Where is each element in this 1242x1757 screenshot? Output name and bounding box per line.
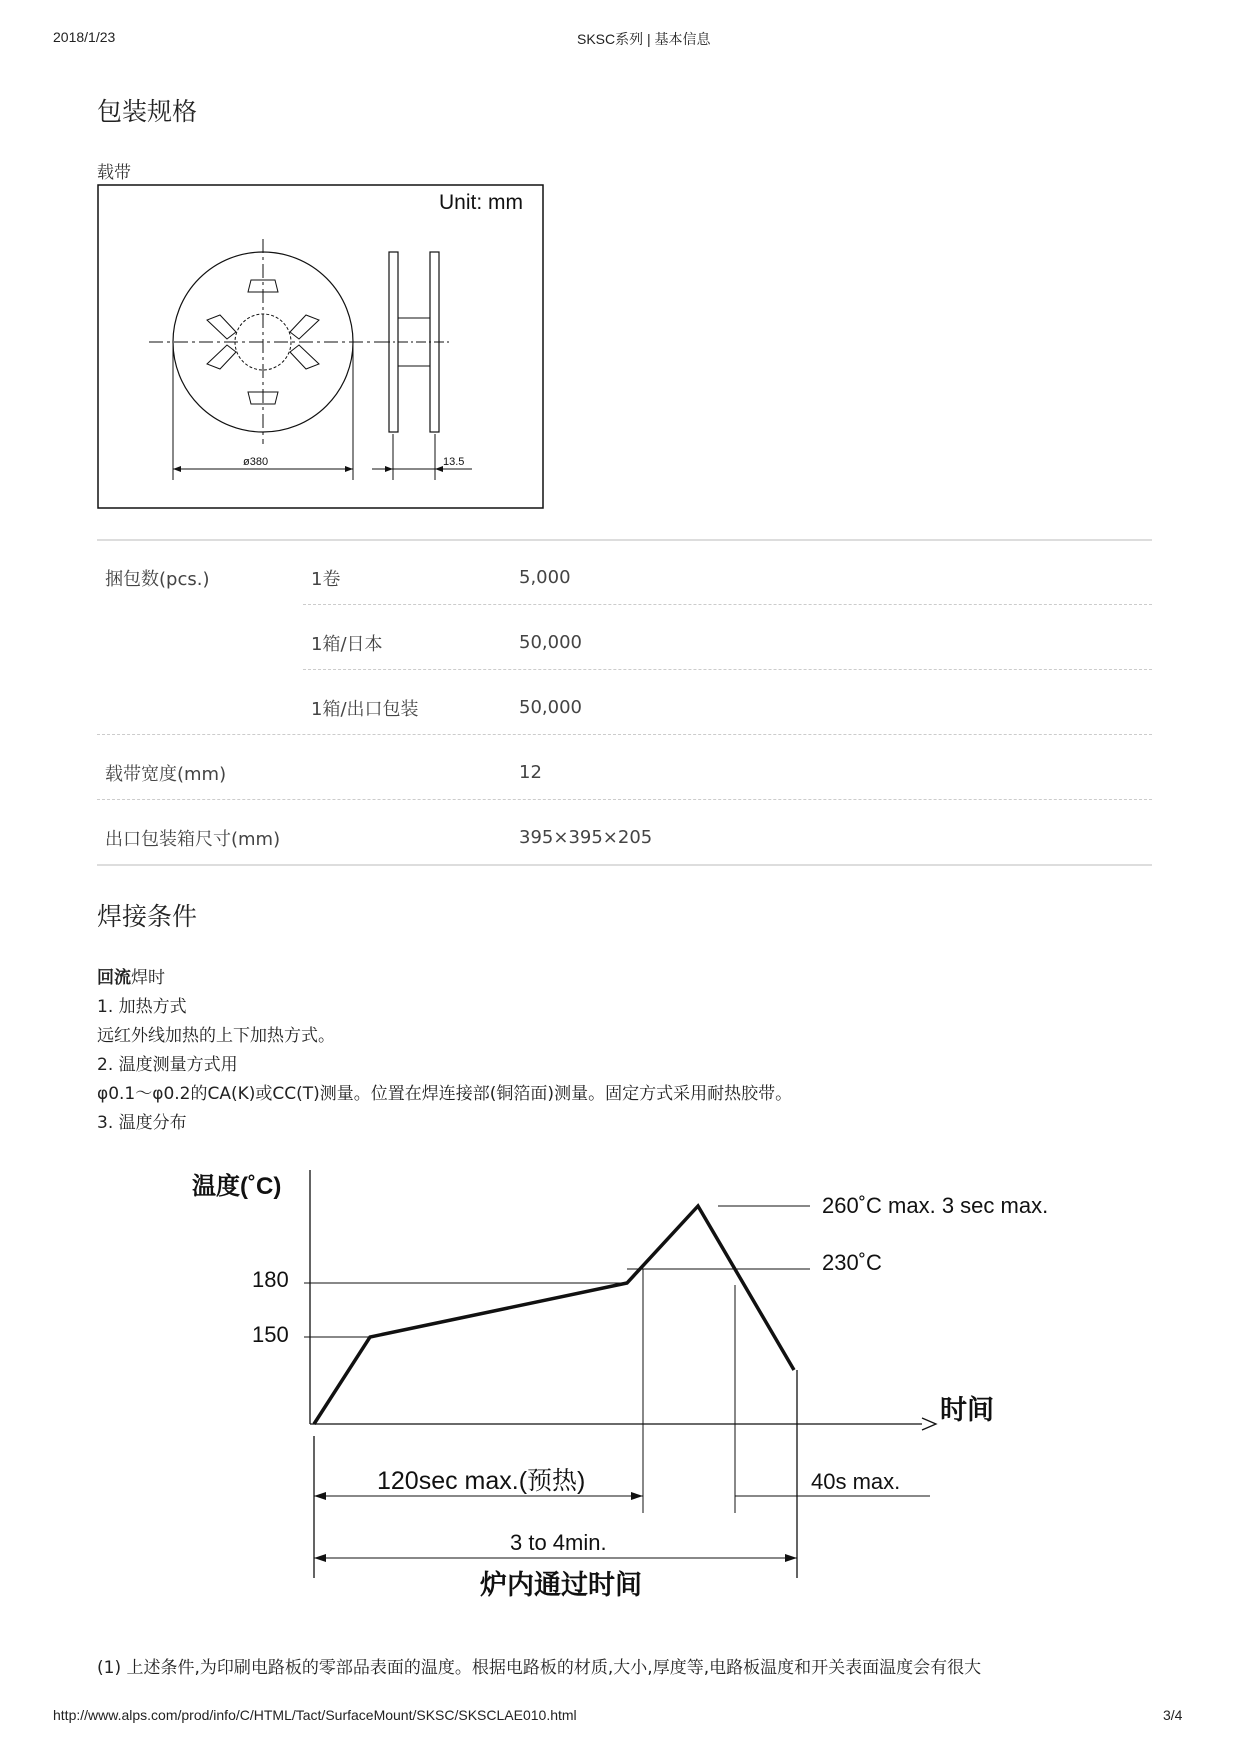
measurement-text: φ0.1～φ0.2的CA(K)或CC(T)测量。位置在焊连接部(铜箔面)测量。固定方式采用耐热胶带。 bbox=[97, 1084, 793, 1104]
row-divider bbox=[97, 734, 1152, 735]
bundle-value: 50,000 bbox=[519, 697, 582, 718]
measurement-title: 2. 温度测量方式用 bbox=[97, 1055, 238, 1075]
total-time-label: 3 to 4min. bbox=[510, 1530, 607, 1555]
furnace-time-label: 炉内通过时间 bbox=[480, 1570, 642, 1600]
table-row bbox=[97, 740, 1152, 805]
x-axis-label: 时间 bbox=[940, 1395, 994, 1425]
soldering-heading: 焊接条件 bbox=[97, 902, 198, 931]
bundle-unit: 1箱/日本 bbox=[311, 633, 383, 655]
row-divider bbox=[303, 604, 1152, 605]
table-bottom-rule bbox=[97, 864, 1152, 866]
carrier-label: 载带 bbox=[97, 163, 131, 183]
diameter-label: ø380 bbox=[243, 456, 269, 468]
packaging-heading: 包装规格 bbox=[97, 97, 198, 126]
y-axis-label: 温度(˚C) bbox=[192, 1173, 282, 1200]
temperature-profile bbox=[180, 1158, 1080, 1608]
unit-label: Unit: mm bbox=[439, 191, 523, 214]
temperature-distribution-title: 3. 温度分布 bbox=[97, 1113, 187, 1133]
box-size-value: 395×395×205 bbox=[519, 827, 653, 848]
cooldown-label: 40s max. bbox=[811, 1469, 901, 1494]
bundle-value: 50,000 bbox=[519, 632, 582, 653]
width-label: 13.5 bbox=[443, 456, 465, 468]
table-row bbox=[97, 805, 1152, 870]
heating-method-title: 1. 加热方式 bbox=[97, 997, 187, 1017]
table-row bbox=[97, 610, 1152, 675]
tape-width-value: 12 bbox=[519, 762, 542, 783]
peak-label: 260˚C max. 3 sec max. bbox=[822, 1193, 1049, 1218]
bundle-label: 捆包数(pcs.) bbox=[105, 568, 210, 590]
tape-width-label: 载带宽度(mm) bbox=[105, 763, 227, 785]
reflow-rest: 焊时 bbox=[131, 968, 165, 988]
print-date: 2018/1/23 bbox=[53, 29, 116, 45]
bundle-value: 5,000 bbox=[519, 567, 571, 588]
reel-diagram bbox=[97, 184, 544, 509]
tick-180: 180 bbox=[252, 1267, 289, 1292]
note-text: (1) 上述条件,为印刷电路板的零部品表面的温度。根据电路板的材质,大小,厚度等,电路板温度和开关表面温度会有很大 bbox=[97, 1658, 982, 1678]
row-divider bbox=[97, 799, 1152, 800]
box-size-label: 出口包装箱尺寸(mm) bbox=[105, 828, 281, 850]
bundle-unit: 1箱/出口包装 bbox=[311, 698, 419, 720]
tick-150: 150 bbox=[252, 1322, 289, 1347]
preheat-label: 120sec max.(预热) bbox=[377, 1467, 586, 1495]
heating-method-text: 远红外线加热的上下加热方式。 bbox=[97, 1026, 335, 1046]
print-title: SKSC系列 | 基本信息 bbox=[577, 31, 711, 47]
row-divider bbox=[303, 669, 1152, 670]
reflow-bold: 回流 bbox=[97, 968, 131, 988]
bundle-unit: 1卷 bbox=[311, 568, 341, 590]
reflow-title bbox=[97, 963, 165, 988]
page-url: http://www.alps.com/prod/info/C/HTML/Tact/SurfaceMount/SKSC/SKSCLAE010.html bbox=[53, 1707, 577, 1723]
table-row bbox=[97, 675, 1152, 740]
page-number: 3/4 bbox=[1163, 1707, 1183, 1723]
level-230-label: 230˚C bbox=[822, 1250, 882, 1275]
table-top-rule bbox=[97, 539, 1152, 541]
packaging-table bbox=[97, 545, 1152, 870]
table-row bbox=[97, 545, 1152, 610]
